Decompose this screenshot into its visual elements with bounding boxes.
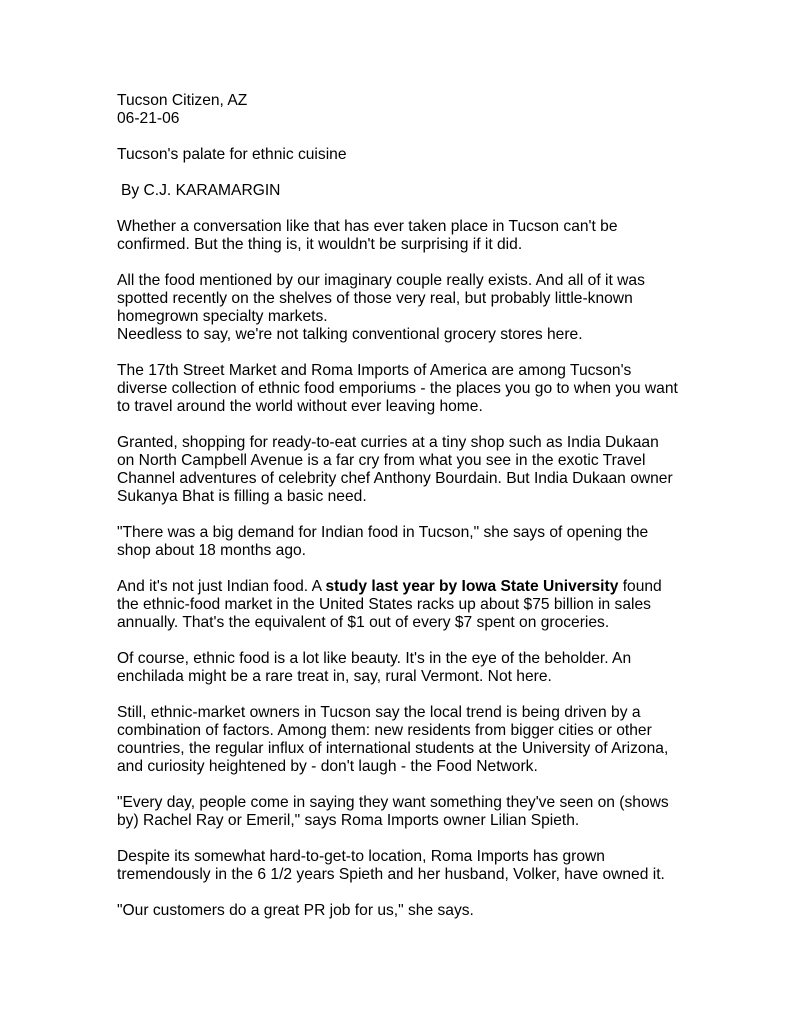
paragraph-line: by) Rachel Ray or Emeril," says Roma Imports owner Lilian Spieth. [117,812,580,829]
paragraph-line: Needless to say, we're not talking conventional grocery stores here. [117,326,583,343]
paragraph-8 [117,704,697,776]
paragraph-2 [117,272,697,344]
paragraph-line: tremendously in the 6 1/2 years Spieth and her husband, Volker, have owned it. [117,866,665,883]
headline-text: Tucson's palate for ethnic cuisine [117,146,347,163]
paragraph-line: Whether a conversation like that has ever taken place in Tucson can't be [117,218,618,235]
paragraph-6 [117,578,697,632]
paragraph-line: All the food mentioned by our imaginary couple really exists. And all of it was [117,272,645,289]
paragraph-line: homegrown specialty markets. [117,308,328,325]
paragraph-10 [117,848,697,884]
paragraph-line: Despite its somewhat hard-to-get-to location, Roma Imports has grown [117,848,605,865]
paragraph-line: to travel around the world without ever leaving home. [117,398,483,415]
paragraph-5 [117,524,697,560]
paragraph-9 [117,794,697,830]
paragraph-line: shop about 18 months ago. [117,542,306,559]
paragraph-line: diverse collection of ethnic food emporiums - the places you go to when you want [117,380,678,397]
paragraph-line: Of course, ethnic food is a lot like beauty. It's in the eye of the beholder. An [117,650,632,667]
headline [117,146,697,164]
paragraph-line: Channel adventures of celebrity chef Anthony Bourdain. But India Dukaan owner [117,470,673,487]
paragraph-11 [117,902,697,920]
paragraph-text: found [618,578,662,595]
paragraph-line: Sukanya Bhat is filling a basic need. [117,488,367,505]
paragraph-line: the ethnic-food market in the United States racks up about $75 billion in sales [117,596,651,613]
paragraph-line: "Every day, people come in saying they want something they've seen on (shows [117,794,669,811]
date-line: 06-21-06 [117,110,180,127]
paragraph-line: and curiosity heightened by - don't laugh - the Food Network. [117,758,538,775]
paragraph-7 [117,650,697,686]
paragraph-line: Still, ethnic-market owners in Tucson say the local trend is being driven by a [117,704,641,721]
paragraph-line: The 17th Street Market and Roma Imports of America are among Tucson's [117,362,632,379]
paragraph-line: confirmed. But the thing is, it wouldn't be surprising if it did. [117,236,523,253]
paragraph-text: And it's not just Indian food. A [117,578,326,595]
byline-text: By C.J. KARAMARGIN [121,182,281,199]
paragraph-4 [117,434,697,506]
document-page [117,92,697,920]
paragraph-line: "There was a big demand for Indian food in Tucson," she says of opening the [117,524,649,541]
source-line: Tucson Citizen, AZ [117,92,248,109]
paragraph-1 [117,218,697,254]
paragraph-line: "Our customers do a great PR job for us," she says. [117,902,474,919]
paragraph-line-with-bold [117,578,697,596]
paragraph-line: spotted recently on the shelves of those very real, but probably little-known [117,290,633,307]
byline [117,182,697,200]
study-reference: study last year by Iowa State University [325,578,619,595]
paragraph-line: Granted, shopping for ready-to-eat curries at a tiny shop such as India Dukaan [117,434,659,451]
paragraph-line: countries, the regular influx of international students at the University of Arizona, [117,740,669,757]
paragraph-line: annually. That's the equivalent of $1 out of every $7 spent on groceries. [117,614,610,631]
paragraph-line: enchilada might be a rare treat in, say, rural Vermont. Not here. [117,668,552,685]
paragraph-line: combination of factors. Among them: new residents from bigger cities or other [117,722,652,739]
article-header [117,92,697,128]
paragraph-3 [117,362,697,416]
paragraph-line: on North Campbell Avenue is a far cry from what you see in the exotic Travel [117,452,646,469]
